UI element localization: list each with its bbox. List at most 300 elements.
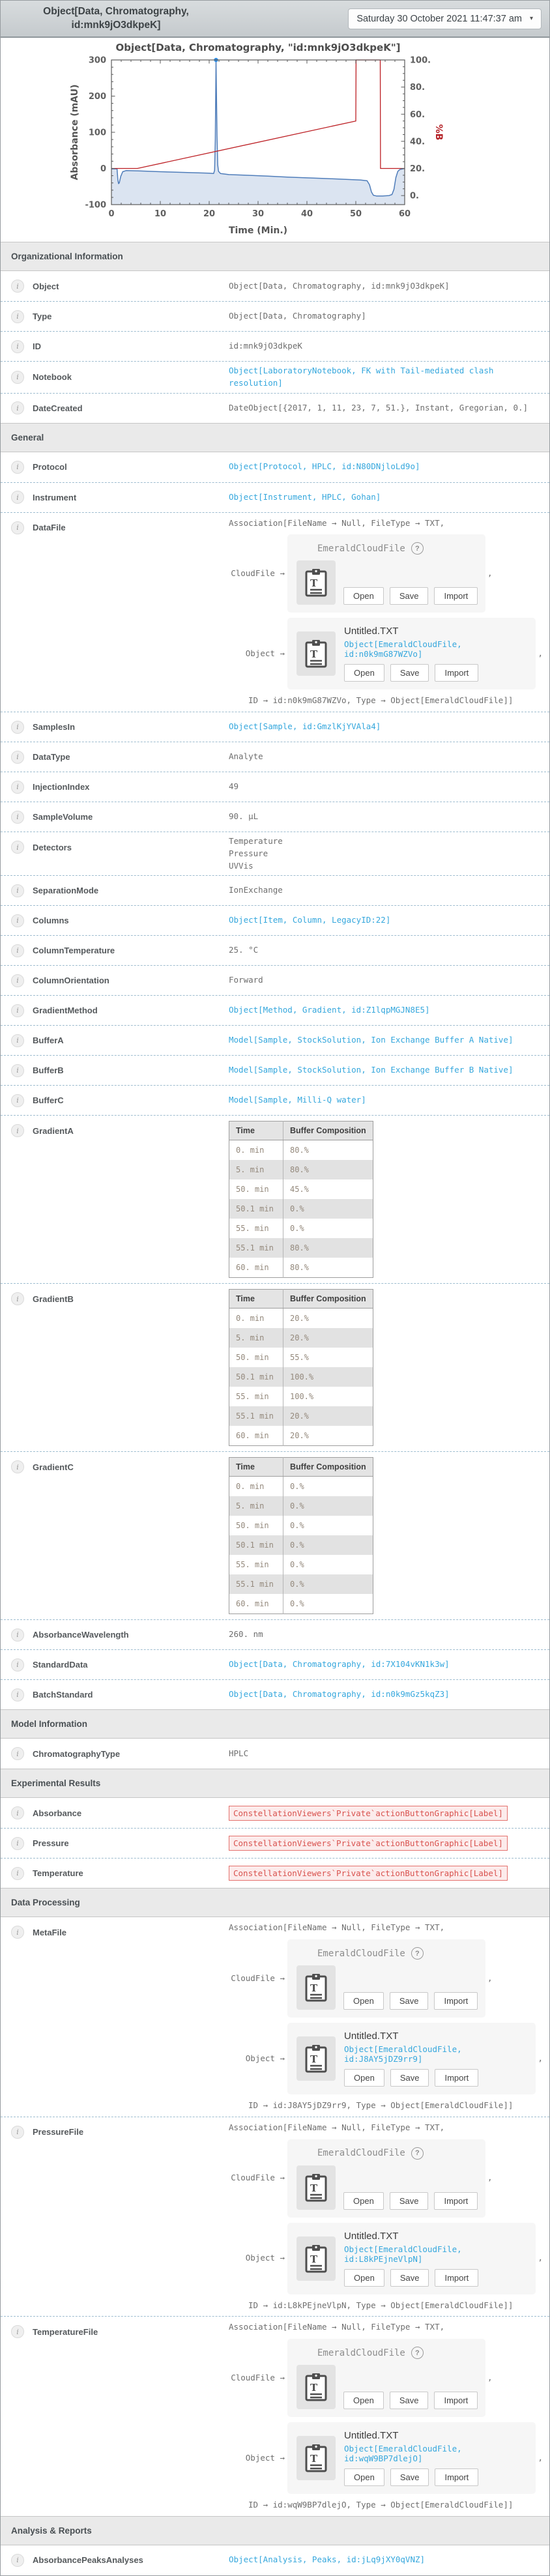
file-title: Untitled.TXT	[344, 2230, 399, 2242]
emerald-cloud-file-card	[287, 1939, 485, 2018]
info-icon[interactable]: i	[11, 1034, 24, 1047]
file-action-buttons	[343, 587, 478, 605]
info-icon[interactable]: i	[11, 1747, 24, 1760]
field-link[interactable]: Object[LaboratoryNotebook, FK with Tail-mediated clash resolution]	[229, 366, 494, 388]
info-icon[interactable]: i	[11, 1460, 24, 1473]
info-icon[interactable]: i	[11, 884, 24, 897]
info-icon[interactable]: i	[11, 1688, 24, 1701]
chromatogram-plot	[1, 38, 549, 242]
row-gradientc	[1, 1451, 549, 1619]
gradient-cell: 45.%	[283, 1179, 373, 1199]
help-icon[interactable]: ?	[411, 542, 424, 555]
file-open-button[interactable]: Open	[344, 2468, 384, 2486]
date-dropdown[interactable]	[348, 8, 542, 29]
info-icon[interactable]: i	[11, 974, 24, 987]
file-action-buttons	[344, 2468, 527, 2486]
gradient-table-row	[229, 1219, 373, 1238]
row-temperature	[1, 1858, 549, 1888]
association-id-line: ID → id:L8kPEjneVlpN, Type → Object[EmeraldCloudFile]]	[248, 2300, 514, 2310]
emerald-cloud-file-card	[287, 2139, 485, 2218]
field-label: Type	[33, 311, 52, 321]
gradient-table-header: Buffer Composition	[283, 1290, 373, 1309]
info-icon[interactable]: i	[11, 1004, 24, 1017]
info-icon[interactable]: i	[11, 491, 24, 504]
info-icon[interactable]: i	[11, 1837, 24, 1850]
file-open-button[interactable]: Open	[343, 587, 384, 605]
action-button-error[interactable]: ConstellationViewers`Private`actionButtonGraphic[Label]	[229, 1806, 508, 1821]
info-icon[interactable]: i	[11, 521, 24, 534]
gradient-table-row	[229, 1406, 373, 1426]
gradient-cell: 0. min	[236, 1146, 265, 1155]
field-value: Object[Data, Chromatography, id:mnk9jO3dkpeK]	[229, 280, 450, 291]
section-header-data-processing: Data Processing	[1, 1888, 549, 1917]
file-save-button[interactable]: Save	[390, 2192, 429, 2210]
field-label: Notebook	[33, 372, 72, 383]
section-header-analysis-reports: Analysis & Reports	[1, 2516, 549, 2545]
row-absorbancewavelength	[1, 1619, 549, 1649]
file-import-button[interactable]: Import	[434, 2192, 478, 2210]
field-label: Columns	[33, 916, 69, 926]
info-icon[interactable]: i	[11, 1806, 24, 1819]
file-title: Untitled.TXT	[344, 2430, 399, 2441]
row-batchstandard	[1, 1679, 549, 1709]
svg-text:T: T	[310, 2053, 318, 2065]
gradient-cell: 80.%	[283, 1160, 373, 1179]
gradient-table-row	[229, 1426, 373, 1446]
row-absorbancepeaksanalyses	[1, 2545, 549, 2575]
field-value: Object[Data, Chromatography]	[229, 311, 366, 321]
file-save-button[interactable]: Save	[390, 587, 429, 605]
gradient-table-row	[229, 1516, 373, 1535]
field-label: GradientA	[33, 1125, 74, 1136]
field-link[interactable]: Model[Sample, StockSolution, Ion Exchange Buffer B Native]	[229, 1065, 514, 1075]
file-action-buttons	[344, 2069, 527, 2087]
object-key: Object →	[245, 2053, 285, 2063]
field-label: SampleVolume	[33, 812, 93, 822]
gradient-cell: 80.%	[283, 1238, 373, 1258]
field-link[interactable]: Object[Instrument, HPLC, Gohan]	[229, 491, 381, 502]
object-entry	[229, 2023, 543, 2094]
file-save-button[interactable]: Save	[390, 2468, 429, 2486]
svg-text:%B: %B	[433, 124, 444, 141]
field-value-line: Pressure	[229, 848, 268, 858]
file-import-button[interactable]: Import	[435, 664, 478, 682]
section-header-model-information: Model Information	[1, 1709, 549, 1739]
file-open-button[interactable]: Open	[344, 2269, 384, 2287]
field-label: InjectionIndex	[33, 782, 90, 792]
gradient-table-row	[229, 1309, 373, 1329]
row-detectors	[1, 832, 549, 875]
file-save-button[interactable]: Save	[390, 664, 429, 682]
gradient-cell: 55.1 min	[229, 1238, 283, 1258]
svg-text:60.: 60.	[410, 109, 426, 120]
object-key: Object →	[245, 2452, 285, 2463]
file-import-button[interactable]: Import	[435, 2468, 478, 2486]
cloud-file-card-title: EmeraldCloudFile	[317, 2148, 405, 2158]
field-link[interactable]: Object[Protocol, HPLC, id:N80DNjloLd9o]	[229, 461, 420, 472]
field-label: BufferC	[33, 1095, 64, 1106]
cloudfile-entry	[229, 1939, 543, 2018]
text-file-icon	[297, 631, 336, 676]
field-link[interactable]: Object[Data, Chromatography, id:n0k9mGz5kqZ3]	[229, 1689, 450, 1700]
row-datecreated	[1, 393, 549, 423]
field-label: ChromatographyType	[33, 1748, 121, 1759]
info-icon[interactable]: i	[11, 914, 24, 927]
file-open-button[interactable]: Open	[343, 1992, 384, 2010]
gradient-cell: 5. min	[229, 1496, 283, 1516]
gradient-cell: 50. min	[236, 1521, 269, 1531]
gradient-table-row	[229, 1258, 373, 1278]
gradient-cell: 0. min	[236, 1314, 265, 1324]
row-protocol	[1, 452, 549, 482]
info-icon[interactable]: i	[11, 721, 24, 734]
association-value	[229, 2321, 543, 2511]
info-icon[interactable]: i	[11, 2126, 24, 2139]
file-open-button[interactable]: Open	[344, 2069, 384, 2087]
gradient-table-row	[229, 1199, 373, 1219]
svg-text:40: 40	[300, 209, 313, 219]
field-value: 90. μL	[229, 811, 259, 822]
file-save-button[interactable]: Save	[390, 2269, 429, 2287]
gradient-table-row	[229, 1238, 373, 1258]
cloudfile-key: CloudFile →	[231, 568, 285, 578]
info-icon[interactable]: i	[11, 1292, 24, 1305]
field-label: ColumnOrientation	[33, 976, 109, 986]
svg-text:300: 300	[88, 55, 106, 66]
field-value: Forward	[229, 975, 263, 985]
file-save-button[interactable]: Save	[390, 2392, 429, 2409]
info-icon[interactable]: i	[11, 841, 24, 854]
field-value: DateObject[{2017, 1, 11, 23, 7, 51.}, Instant, Gregorian, 0.]	[229, 402, 528, 412]
field-value-line: UVVis	[229, 860, 253, 871]
cloudfile-entry	[229, 2339, 543, 2417]
info-icon[interactable]: i	[11, 371, 24, 384]
gradient-cell: 50.1 min	[229, 1367, 283, 1387]
field-label: GradientMethod	[33, 1006, 98, 1016]
field-label: BufferA	[33, 1035, 64, 1046]
field-label: GradientB	[33, 1294, 74, 1304]
gradient-cell: 55.1 min	[229, 1406, 283, 1426]
gradient-cell: 0.%	[283, 1199, 373, 1219]
row-buffera	[1, 1025, 549, 1055]
file-open-button[interactable]: Open	[343, 2192, 384, 2210]
gradient-cell: 100.%	[283, 1367, 373, 1387]
svg-text:100: 100	[88, 128, 106, 138]
field-label: SamplesIn	[33, 722, 76, 732]
gradient-cell: 80.%	[283, 1140, 373, 1161]
gradient-table-row	[229, 1594, 373, 1614]
gradient-table-header-row	[229, 1458, 373, 1477]
association-value	[229, 517, 543, 708]
gradient-table-header: Buffer Composition	[283, 1122, 373, 1140]
association-intro: Association[FileName → Null, FileType → TXT,	[229, 2122, 445, 2132]
gradient-table-row	[229, 1555, 373, 1574]
svg-text:T: T	[310, 2182, 318, 2194]
field-value: 260. nm	[229, 1629, 263, 1640]
info-icon[interactable]: i	[11, 1094, 24, 1107]
svg-text:Time (Min.): Time (Min.)	[228, 225, 288, 236]
gradient-table-row	[229, 1179, 373, 1199]
date-dropdown-value: Saturday 30 October 2021 11:47:37 am	[356, 13, 522, 24]
row-gradientb	[1, 1283, 549, 1451]
file-action-buttons	[343, 2192, 478, 2210]
cloud-file-object-link[interactable]: Object[EmeraldCloudFile, id:L8kPEjneVlpN]	[344, 2244, 462, 2264]
action-button-error[interactable]: ConstellationViewers`Private`actionButtonGraphic[Label]	[229, 1836, 508, 1851]
svg-text:0.: 0.	[410, 191, 419, 201]
gradient-cell: 55. min	[236, 1560, 269, 1570]
gradient-table-header: Time	[229, 1458, 283, 1477]
field-value: IonExchange	[229, 885, 283, 895]
gradient-table-row	[229, 1574, 373, 1594]
svg-text:T: T	[310, 2382, 318, 2394]
comma: ,	[538, 648, 543, 658]
field-value-line: Temperature	[229, 836, 283, 846]
gradient-table-header-row	[229, 1290, 373, 1309]
info-icon[interactable]: i	[11, 2325, 24, 2338]
info-icon[interactable]: i	[11, 1628, 24, 1642]
field-value: 49	[229, 781, 239, 792]
field-link[interactable]: Object[Data, Chromatography, id:7X104vKN1k3w]	[229, 1659, 450, 1670]
info-icon[interactable]: i	[11, 2554, 24, 2567]
field-label: SeparationMode	[33, 886, 99, 896]
cloud-file-object-link[interactable]: Object[EmeraldCloudFile, id:wqW9BP7dlejO]	[344, 2444, 462, 2463]
help-icon[interactable]: ?	[411, 1947, 424, 1960]
comma: ,	[487, 1973, 493, 1983]
svg-text:T: T	[310, 2253, 318, 2265]
gradient-cell: 5. min	[229, 1328, 283, 1348]
svg-text:-100: -100	[85, 200, 106, 210]
info-icon[interactable]: i	[11, 1926, 24, 1939]
gradient-cell: 50.1 min	[229, 1199, 283, 1219]
info-icon[interactable]: i	[11, 1064, 24, 1077]
info-icon[interactable]: i	[11, 461, 24, 474]
row-standarddata	[1, 1649, 549, 1679]
gradient-cell: 0.%	[283, 1574, 373, 1594]
info-icon[interactable]: i	[11, 401, 24, 414]
text-file-icon	[297, 1965, 336, 2010]
text-file-icon	[297, 2036, 336, 2081]
field-label: MetaFile	[33, 1927, 67, 1937]
svg-text:T: T	[310, 577, 318, 590]
gradient-cell: 20.%	[283, 1328, 373, 1348]
field-label: PressureFile	[33, 2127, 84, 2137]
text-file-icon	[297, 2165, 336, 2210]
svg-text:50: 50	[349, 209, 362, 219]
info-icon[interactable]: i	[11, 781, 24, 794]
field-value: HPLC	[229, 1748, 249, 1758]
info-icon[interactable]: i	[11, 340, 24, 353]
object-key: Object →	[245, 648, 285, 658]
cloud-file-object-card	[287, 2422, 536, 2494]
cloudfile-entry	[229, 534, 543, 613]
gradient-cell: 60. min	[236, 1431, 269, 1441]
file-import-button[interactable]: Import	[434, 2392, 478, 2409]
svg-text:Object[Data, Chromatography, ": Object[Data, Chromatography, "id:mnk9jO3dkpeK"]	[115, 42, 401, 53]
field-label: Temperature	[33, 1868, 83, 1879]
field-label: GradientC	[33, 1462, 74, 1472]
association-value	[229, 2122, 543, 2312]
section-header-experimental-results: Experimental Results	[1, 1769, 549, 1798]
gradient-table-header-row	[229, 1122, 373, 1140]
svg-text:T: T	[310, 2453, 318, 2465]
cloudfile-key: CloudFile →	[231, 2173, 285, 2183]
cloud-file-card-title: EmeraldCloudFile	[317, 2347, 405, 2358]
gradient-cell: 0.%	[283, 1219, 373, 1238]
file-save-button[interactable]: Save	[390, 2069, 429, 2087]
file-import-button[interactable]: Import	[434, 587, 478, 605]
info-icon[interactable]: i	[11, 1867, 24, 1880]
text-file-icon	[297, 560, 336, 605]
info-icon[interactable]: i	[11, 310, 24, 323]
row-absorbance	[1, 1798, 549, 1828]
row-samplesin	[1, 712, 549, 742]
field-link[interactable]: Object[Method, Gradient, id:Z1lqpMGJN8E5]	[229, 1005, 430, 1015]
file-open-button[interactable]: Open	[343, 2392, 384, 2409]
text-file-icon	[297, 2236, 336, 2281]
file-import-button[interactable]: Import	[435, 2069, 478, 2087]
gradient-cell: 5. min	[229, 1160, 283, 1179]
file-title: Untitled.TXT	[344, 626, 399, 637]
field-label: Protocol	[33, 462, 67, 472]
file-save-button[interactable]: Save	[390, 1992, 429, 2010]
info-icon[interactable]: i	[11, 944, 24, 957]
field-label: BatchStandard	[33, 1690, 93, 1700]
gradient-cell: 0.%	[283, 1496, 373, 1516]
row-id	[1, 331, 549, 361]
svg-text:20.: 20.	[410, 164, 426, 174]
file-import-button[interactable]: Import	[434, 1992, 478, 2010]
gradient-table	[229, 1121, 373, 1278]
file-action-buttons	[343, 2392, 478, 2409]
gradient-cell: 50. min	[236, 1353, 269, 1363]
file-open-button[interactable]: Open	[344, 664, 384, 682]
row-notebook	[1, 361, 549, 393]
file-title: Untitled.TXT	[344, 2031, 399, 2042]
cloudfile-key: CloudFile →	[231, 1973, 285, 1983]
row-samplevolume	[1, 802, 549, 832]
help-icon[interactable]: ?	[411, 2347, 424, 2359]
row-pressure	[1, 1828, 549, 1858]
cloud-file-object-link[interactable]: Object[EmeraldCloudFile, id:J8AY5jDZ9rr9]	[344, 2044, 462, 2064]
file-action-buttons	[343, 1992, 478, 2010]
gradient-table-row	[229, 1535, 373, 1555]
gradient-cell: 0.%	[283, 1477, 373, 1497]
gradient-table-row	[229, 1160, 373, 1179]
row-columnorientation	[1, 965, 549, 995]
gradient-table-row	[229, 1328, 373, 1348]
svg-text:10: 10	[154, 209, 167, 219]
field-label: DateCreated	[33, 403, 83, 413]
svg-text:30: 30	[252, 209, 265, 219]
info-icon[interactable]: i	[11, 1658, 24, 1672]
file-import-button[interactable]: Import	[435, 2269, 478, 2287]
field-label: AbsorbanceWavelength	[33, 1630, 129, 1640]
field-value: id:mnk9jO3dkpeK	[229, 341, 302, 351]
gradient-cell: 50. min	[236, 1185, 269, 1194]
window-title: Object[Data, Chromatography, id:mnk9jO3dkpeK]	[43, 6, 189, 31]
field-link[interactable]: Model[Sample, Milli-Q water]	[229, 1095, 366, 1105]
svg-text:200: 200	[88, 92, 106, 102]
gradient-cell: 20.%	[283, 1309, 373, 1329]
cloud-file-object-link[interactable]: Object[EmeraldCloudFile, id:n0k9mG87WZVo]	[344, 639, 462, 659]
gradient-cell: 55.%	[283, 1348, 373, 1367]
field-link[interactable]: Object[Item, Column, LegacyID:22]	[229, 915, 391, 925]
field-label: Instrument	[33, 492, 77, 502]
svg-text:80.: 80.	[410, 83, 426, 93]
field-link[interactable]: Object[Analysis, Peaks, id:jLq9jXY0qVNZ]	[229, 2554, 426, 2565]
svg-text:20: 20	[203, 209, 216, 219]
field-value: 25. °C	[229, 945, 259, 955]
gradient-table-row	[229, 1367, 373, 1387]
gradient-table-header: Buffer Composition	[283, 1458, 373, 1477]
row-bufferc	[1, 1085, 549, 1115]
info-icon[interactable]: i	[11, 1124, 24, 1137]
field-link[interactable]: Object[Sample, id:GmzlKjYVAla4]	[229, 721, 381, 732]
row-object	[1, 271, 549, 301]
row-temperaturefile	[1, 2316, 549, 2516]
cloud-file-object-card	[287, 2223, 536, 2294]
row-type	[1, 301, 549, 331]
info-icon[interactable]: i	[11, 280, 24, 293]
help-icon[interactable]: ?	[411, 2147, 424, 2160]
association-value	[229, 1922, 543, 2112]
cloud-file-object-card	[287, 2023, 536, 2094]
field-label: ID	[33, 341, 41, 351]
field-label: Detectors	[33, 842, 72, 852]
field-label: BufferB	[33, 1065, 64, 1076]
row-gradienta	[1, 1115, 549, 1283]
row-gradientmethod	[1, 995, 549, 1025]
field-label: DataType	[33, 752, 70, 762]
field-label: Pressure	[33, 1838, 69, 1849]
gradient-table-row	[229, 1477, 373, 1497]
row-datatype	[1, 742, 549, 772]
association-intro: Association[FileName → Null, FileType → TXT,	[229, 2322, 445, 2332]
gradient-cell: 55.1 min	[229, 1574, 283, 1594]
object-entry	[229, 2223, 543, 2294]
chevron-down-icon: ▾	[529, 15, 533, 22]
gradient-cell: 55. min	[236, 1224, 269, 1234]
gradient-cell: 20.%	[283, 1406, 373, 1426]
gradient-cell: 60. min	[236, 1599, 269, 1609]
object-key: Object →	[245, 2253, 285, 2263]
gradient-table	[229, 1457, 373, 1614]
association-id-line: ID → id:J8AY5jDZ9rr9, Type → Object[EmeraldCloudFile]]	[248, 2100, 514, 2110]
gradient-table-row	[229, 1140, 373, 1161]
svg-text:60: 60	[398, 209, 411, 219]
row-pressurefile	[1, 2117, 549, 2317]
row-separationmode	[1, 875, 549, 905]
action-button-error[interactable]: ConstellationViewers`Private`actionButtonGraphic[Label]	[229, 1866, 508, 1881]
info-icon[interactable]: i	[11, 751, 24, 764]
svg-text:0: 0	[100, 164, 106, 174]
association-id-line: ID → id:wqW9BP7dlejO, Type → Object[EmeraldCloudFile]]	[248, 2500, 514, 2510]
info-icon[interactable]: i	[11, 811, 24, 824]
gradient-cell: 100.%	[283, 1387, 373, 1406]
emerald-cloud-file-card	[287, 534, 485, 613]
comma: ,	[538, 2053, 543, 2063]
row-bufferb	[1, 1055, 549, 1085]
cloudfile-entry	[229, 2139, 543, 2218]
row-injectionindex	[1, 772, 549, 802]
field-label: ColumnTemperature	[33, 946, 115, 956]
emerald-cloud-file-card	[287, 2339, 485, 2417]
association-intro: Association[FileName → Null, FileType → TXT,	[229, 517, 445, 528]
svg-text:T: T	[310, 648, 318, 661]
field-link[interactable]: Model[Sample, StockSolution, Ion Exchange Buffer A Native]	[229, 1035, 514, 1045]
row-columntemperature	[1, 935, 549, 965]
gradient-cell: 0.%	[283, 1594, 373, 1614]
